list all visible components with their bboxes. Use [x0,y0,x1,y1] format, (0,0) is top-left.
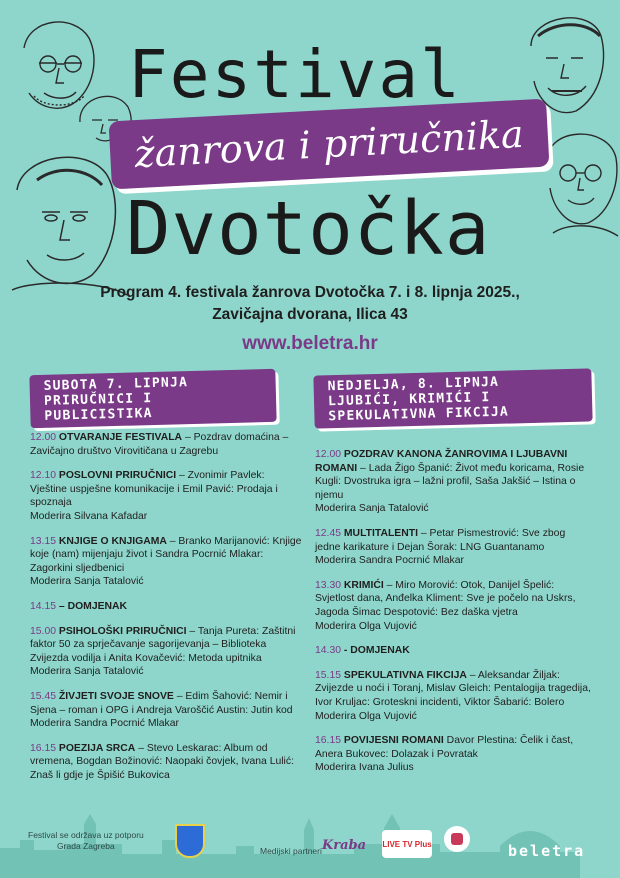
entry-title: POSLOVNI PRIRUČNICI [58,470,177,482]
title-banner-text: žanrova i priručnika [133,111,525,177]
entry-time: 15.15 [315,669,342,681]
entry-title: – DOMJENAK [58,600,128,612]
entry-moderator: Moderira Sanja Tatalović [30,666,144,678]
program-entry [30,690,302,731]
entry-text: – Branko Marijanović: Knjige koje (nam) mijenjaju život i Sandra Pocrnić Mlakar: Zagorkini sljedbenici [30,535,302,574]
portrait-sketch-woman-right [538,118,620,238]
program-entry [30,535,302,589]
entry-time: 12.00 [30,432,57,443]
entry-moderator: Moderira Sandra Pocrnić Mlakar [315,555,464,567]
support-line-2: Grada Zagreba [57,841,115,851]
saturday-theme: PRIRUČNICI I PUBLICISTIKA [43,391,153,424]
sunday-header [313,368,592,428]
media-partners-label: Medijski partneri [260,846,322,856]
entry-text: – Zvonimir Pavlek: Vještine uspješne komunikacije i Emil Pavić: Prodaja i spoznaja [30,470,278,509]
entry-text: – Petar Pismestrović: Sve zbog jedne karikature i Dejan Šorak: LNG Guantanamo [315,527,566,553]
program-entry [315,527,593,568]
entry-time: 13.30 [315,579,342,591]
entry-moderator: Moderira Ivana Julius [315,762,414,774]
entry-title: KNJIGE O KNJIGAMA [58,535,167,547]
entry-text: – Pozdrav domaćina – Zavičajno društvo Virovitičana u Zagrebu [30,432,289,457]
entry-moderator: Moderira Olga Vujović [315,710,417,722]
entry-title: ŽIVJETI SVOJE SNOVE [58,690,174,702]
entry-time: 14.15 [30,600,57,612]
entry-title: - DOMJENAK [343,645,410,657]
entry-text: – Aleksandar Žiljak: Zvijezde u noći i Toranj, Mislav Gleich: Pentalogija tragedija, Ivor Kruljac: Groteskni incidenti, Viktor Šabarić: Bolero [315,669,591,708]
entry-time: 13.15 [30,535,57,547]
program-entry [30,431,302,458]
entry-text: – Stevo Leskarac: Album od vremena, Bogdan Božinović: Naopaki čovjek, Ivana Lulić: Znaš li gdje je Špišić Bukovica [30,742,294,781]
entry-text: – Lada Žigo Španić: Život među koricama, Rosie Kugli: Dvostruka igra – lažni profil, Saša Jakšić – Istina o njemu [315,462,585,501]
program-subtitle-line1: Program 4. festivala žanrova Dvotočka 7. i 8. lipnja 2025., [100,284,520,301]
sunday-theme: LJUBIĆI, KRIMIĆI I SPEKULATIVNA FIKCIJA [327,390,510,425]
entry-title: PSIHOLOŠKI PRIRUČNICI [58,625,187,637]
beletra-brand: beletra [508,842,586,860]
partner-logo-icon [444,826,470,852]
entry-time: 12.00 [315,449,342,460]
entry-text: Davor Plestina: Čelik i čast, Anera Bukovec: Dolazak i Povratak [315,735,574,760]
entry-text: – Tanja Pureta: Zaštitni faktor 50 za sprječavanje sagorijevanja – Biblioteka Zvijezda vodilja i Anita Kovačević: Metoda upitnika [30,625,296,664]
support-note [28,830,144,852]
program-entry [315,734,593,775]
program-entry [30,742,302,783]
saturday-header [29,369,276,428]
website-link[interactable]: www.beletra.hr [242,333,378,354]
entry-title: POVIJESNI ROMANI [343,735,444,747]
title-dvotocka: Dvotočka [126,186,491,272]
zagreb-crest-icon [175,824,205,858]
entry-moderator: Moderira Sanja Tatalović [30,576,144,588]
sunday-program [315,448,593,786]
sunday-day: NEDJELJA, 8. LIPNJA [327,374,500,395]
entry-time: 16.15 [315,735,342,747]
entry-time: 15.00 [30,625,57,637]
entry-moderator: Moderira Silvana Kafadar [30,510,148,522]
entry-title: POZDRAV KANONA ŽANROVIMA I LJUBAVNI ROMANI [315,449,568,474]
title-festival: Festival [128,36,462,113]
program-entry [315,579,593,633]
program-subtitle-line2: Zavičajna dvorana, Ilica 43 [212,306,408,323]
entry-title: KRIMIĆI [343,579,384,591]
kraba-logo: Kraba [321,837,367,853]
entry-time: 12.10 [30,470,57,482]
entry-title: SPEKULATIVNA FIKCIJA [343,669,467,681]
program-entry [30,625,302,679]
program-entry [315,669,593,723]
entry-text: – Edim Šahović: Nemir i Sjena – roman i OPG i Andreja Varoščić Austin: Jutin kod Moderira Sandra Pocrnić Mlakar [30,690,293,730]
live-tv-logo: LIVE TV Plus [382,830,432,858]
program-entry [315,644,593,658]
entry-moderator: Moderira Olga Vujović [315,620,417,632]
entry-time: 15.45 [30,690,57,702]
entry-text: – Miro Morović: Otok, Danijel Špelić: Svjetlost dana, Anđelka Kliment: Sve je počelo na Uskrs, Jagoda Šimac Despotović: Bez daška vjetra [315,579,576,618]
entry-time: 14.30 [315,645,342,657]
program-entry [315,448,593,516]
entry-time: 12.45 [315,527,342,539]
program-entry [30,469,302,523]
support-line-1: Festival se održava uz potporu [28,830,144,840]
program-entry [30,600,302,614]
entry-moderator: Moderira Sanja Tatalović [315,503,429,515]
entry-title: POEZIJA SRCA [58,742,136,754]
entry-title: OTVARANJE FESTIVALA [58,432,183,443]
entry-title: MULTITALENTI [343,527,418,539]
saturday-program [30,431,302,793]
saturday-day: SUBOTA 7. LIPNJA [43,375,189,394]
entry-time: 16.15 [30,742,57,754]
